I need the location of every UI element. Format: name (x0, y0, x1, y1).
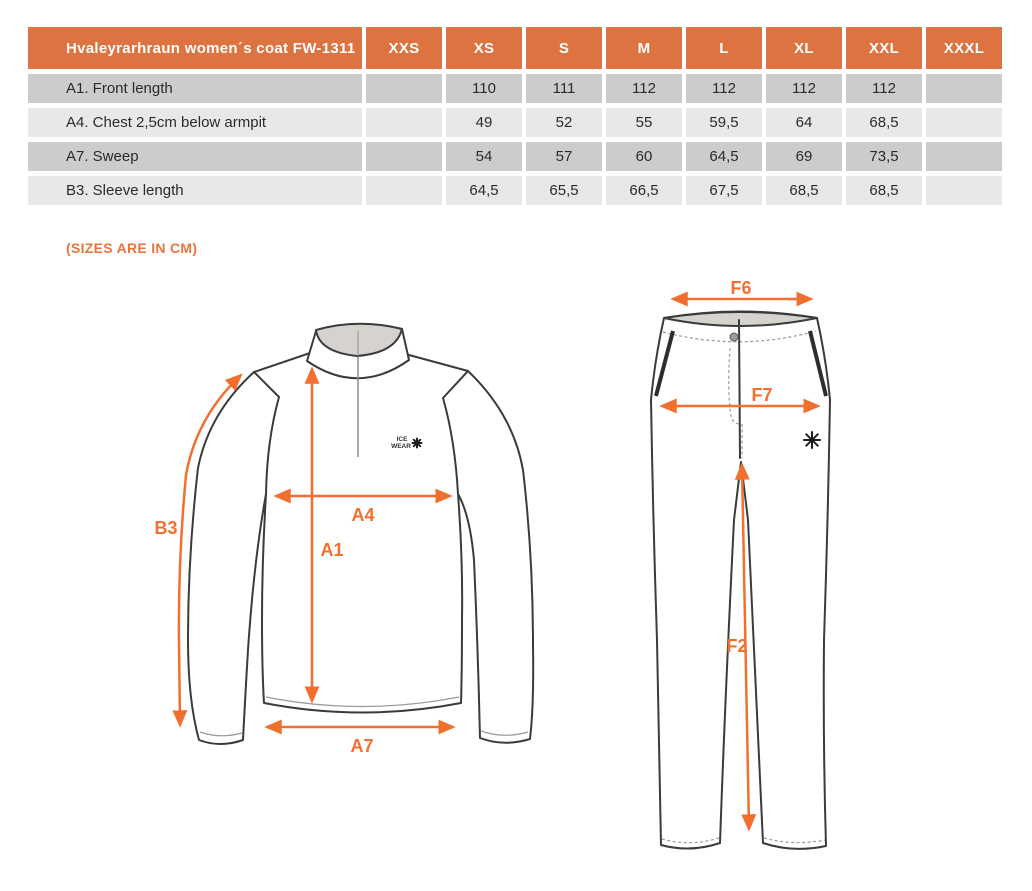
table-cell: 68,5 (846, 176, 922, 205)
pants-diagram (640, 270, 880, 880)
table-cell (926, 108, 1002, 137)
table-row (28, 108, 1002, 137)
table-cell (926, 74, 1002, 103)
table-title: Hvaleyrarhraun women´s coat FW-1311 (28, 27, 362, 69)
row-label: B3. Sleeve length (28, 176, 362, 205)
col-header-xxs: XXS (366, 27, 442, 69)
table-cell: 54 (446, 142, 522, 171)
table-cell: 68,5 (766, 176, 842, 205)
jacket-outline (188, 345, 533, 744)
table-cell: 112 (606, 74, 682, 103)
table-header-row (28, 27, 1002, 69)
label-a1: A1 (320, 540, 344, 560)
table-cell: 60 (606, 142, 682, 171)
table-row (28, 74, 1002, 103)
table-cell: 64 (766, 108, 842, 137)
label-f2: F2 (726, 636, 748, 656)
label-a4: A4 (351, 505, 375, 525)
size-table (24, 22, 1006, 210)
table-row (28, 142, 1002, 171)
pants-center-seam (739, 320, 740, 458)
sizes-note: (SIZES ARE IN CM) (66, 240, 198, 256)
svg-text:ICE: ICE (396, 436, 408, 443)
table-cell (366, 108, 442, 137)
jacket-diagram (125, 300, 570, 770)
table-cell: 64,5 (446, 176, 522, 205)
col-header-xxxl: XXXL (926, 27, 1002, 69)
table-cell (366, 142, 442, 171)
snowflake-icon (413, 439, 422, 448)
icewear-logo (391, 436, 421, 450)
col-header-xs: XS (446, 27, 522, 69)
table-cell: 59,5 (686, 108, 762, 137)
table-cell: 65,5 (526, 176, 602, 205)
table-cell: 67,5 (686, 176, 762, 205)
table-cell: 66,5 (606, 176, 682, 205)
svg-text:WEAR: WEAR (391, 443, 411, 450)
label-f6: F6 (730, 278, 752, 298)
table-cell (926, 142, 1002, 171)
col-header-xl: XL (766, 27, 842, 69)
row-label: A4. Chest 2,5cm below armpit (28, 108, 362, 137)
table-cell: 64,5 (686, 142, 762, 171)
table-cell: 111 (526, 74, 602, 103)
table-cell: 57 (526, 142, 602, 171)
col-header-s: S (526, 27, 602, 69)
label-f7: F7 (751, 385, 773, 405)
table-cell: 49 (446, 108, 522, 137)
table-cell: 112 (846, 74, 922, 103)
table-cell: 73,5 (846, 142, 922, 171)
row-label: A1. Front length (28, 74, 362, 103)
table-cell: 68,5 (846, 108, 922, 137)
pants-button (730, 333, 738, 341)
label-a7: A7 (350, 736, 374, 756)
snowflake-icon (804, 432, 820, 448)
col-header-xxl: XXL (846, 27, 922, 69)
col-header-l: L (686, 27, 762, 69)
table-cell: 55 (606, 108, 682, 137)
table-cell (926, 176, 1002, 205)
col-header-m: M (606, 27, 682, 69)
table-cell: 69 (766, 142, 842, 171)
table-cell: 112 (686, 74, 762, 103)
label-b3: B3 (154, 518, 178, 538)
table-cell (366, 74, 442, 103)
table-cell: 112 (766, 74, 842, 103)
table-cell (366, 176, 442, 205)
row-label: A7. Sweep (28, 142, 362, 171)
table-cell: 52 (526, 108, 602, 137)
table-row (28, 176, 1002, 205)
table-cell: 110 (446, 74, 522, 103)
